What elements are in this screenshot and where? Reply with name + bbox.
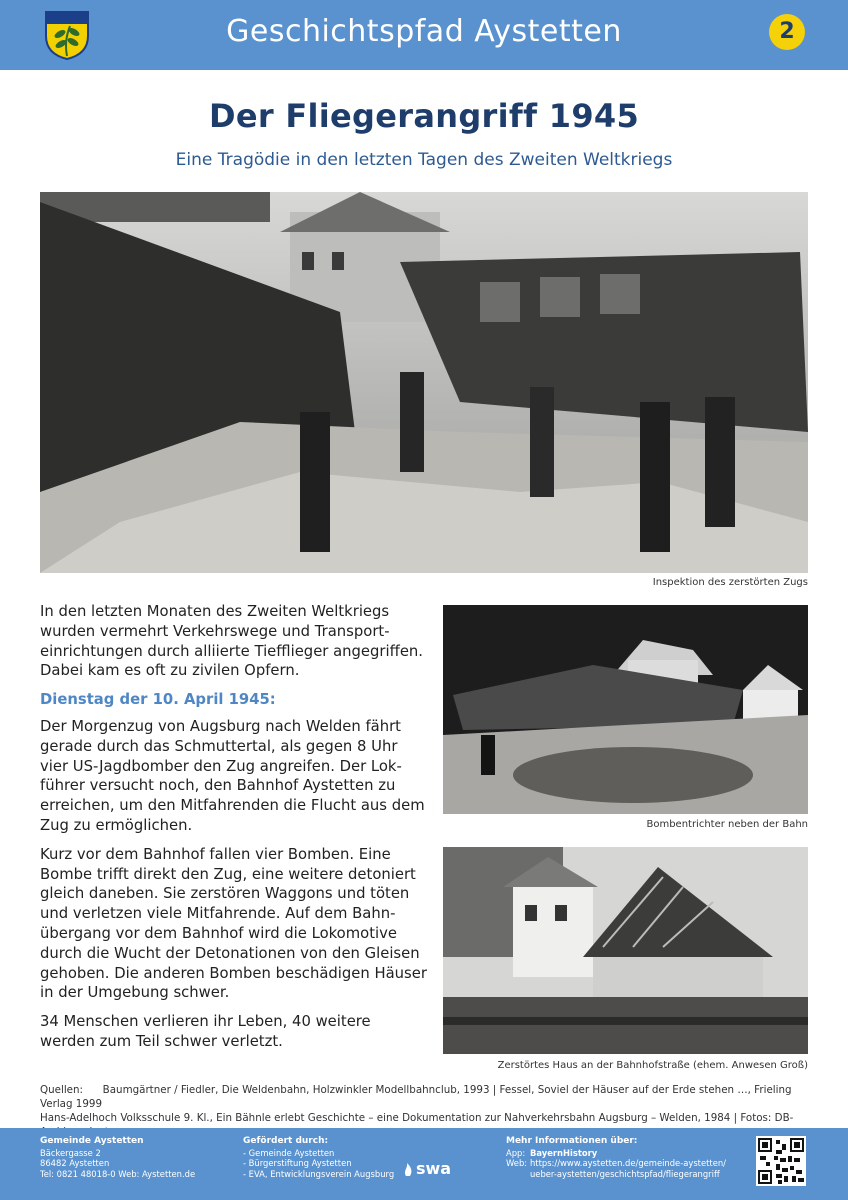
sources-line-2: Hans-Adelhoch Volksschule 9. Kl., Ein Bähnle erlebt Geschichte – eine Dokumentation zur Nahverkehrsbahn Augsburg – Welden, 1984 | Fotos: DB-	[40, 1112, 794, 1124]
house-photo-caption: Zerstörtes Haus an der Bahnhofstraße (ehem. Anwesen Groß)	[497, 1060, 808, 1071]
header-title: Geschichtspfad Aystetten	[226, 14, 622, 49]
web-link-continued[interactable]: ueber-aystetten/geschichtspfad/fliegerangriff	[530, 1168, 720, 1179]
paragraph-attack: Der Morgenzug von Augsburg nach Welden fährt gerade durch das Schmuttertal, als gegen 8 Uhr vier US-Jagdbomber den Zug angreifen. Der Lokführer versucht noch, den Bahnhof Aystetten zu erreichen, um den Mitfahrenden die Flucht aus dem Zug zu ermöglichen.	[40, 717, 425, 834]
web-label: Web:	[506, 1158, 528, 1169]
web-link[interactable]: https://www.aystetten.de/gemeinde-aystetten/	[530, 1158, 726, 1169]
main-photo-destroyed-train	[40, 192, 808, 573]
header-bar	[0, 0, 848, 70]
community-contact: Tel: 0821 48018-0 Web: Aystetten.de	[40, 1168, 196, 1179]
app-value: BayernHistory	[530, 1147, 598, 1158]
sources-label: Quellen:	[40, 1084, 84, 1096]
sponsor-item: - EVA, Entwicklungsverein Augsburg	[243, 1168, 395, 1179]
footer-bar	[0, 1128, 848, 1200]
article-body	[40, 602, 428, 1061]
swa-logo	[402, 1158, 452, 1179]
footer-sponsors	[243, 1136, 413, 1179]
community-street: Bäckergasse 2	[40, 1147, 101, 1158]
info-heading: Mehr Informationen über:	[506, 1136, 638, 1146]
crater-photo	[443, 605, 808, 814]
paragraph-casualties: 34 Menschen verlieren ihr Leben, 40 weitere werden zum Teil schwer verletzt.	[40, 1013, 371, 1050]
community-heading: Gemeinde Aystetten	[40, 1136, 144, 1146]
house-photo	[443, 847, 808, 1054]
qr-code-icon[interactable]	[756, 1136, 806, 1186]
sponsor-item: - Bürgerstiftung Aystetten	[243, 1158, 352, 1169]
date-heading: Dienstag der 10. April 1945:	[40, 691, 276, 709]
community-city: 86482 Aystetten	[40, 1158, 110, 1169]
sponsors-heading: Gefördert durch:	[243, 1136, 329, 1146]
main-photo-caption: Inspektion des zerstörten Zugs	[652, 577, 808, 588]
page-title: Der Fliegerangriff 1945	[208, 97, 640, 135]
page-subtitle: Eine Tragödie in den letzten Tagen des Zweiten Weltkriegs	[175, 150, 673, 170]
sources-line-1: Baumgärtner / Fiedler, Die Weldenbahn, Holzwinkler Modellbahnclub, 1993 | Fessel, Soviel der Häuser auf der Erde stehen …, Frieling Verlag 1999	[40, 1084, 792, 1110]
footer-community	[40, 1136, 220, 1179]
crater-photo-caption: Bombentrichter neben der Bahn	[646, 819, 808, 830]
paragraph-bombs: Kurz vor dem Bahnhof fallen vier Bomben. Eine Bombe trifft direkt den Zug, eine weitere detoniert gleich daneben. Sie zerstören Waggons und töten und verletzen viele Mitfahrende. Auf dem Bahnübergang vor dem Bahnhof wird die Lokomotive durch die Wucht der Detonationen von den Gleisen gehoben. Die anderen Bomben beschädigen Häuser in der Umgebung schwer.	[40, 845, 427, 1002]
app-label: App:	[506, 1147, 526, 1158]
sponsor-item: - Gemeinde Aystetten	[243, 1147, 335, 1158]
station-number-badge: 2	[769, 14, 805, 50]
swa-logo-text: swa	[416, 1159, 452, 1178]
footer-info	[506, 1136, 746, 1179]
intro-paragraph: In den letzten Monaten des Zweiten Weltkriegs wurden vermehrt Verkehrswege und Transporteinrichtungen durch alliierte Tiefflieger angegriffen. Dabei kam es oft zu zivilen Opfern.	[40, 603, 423, 680]
